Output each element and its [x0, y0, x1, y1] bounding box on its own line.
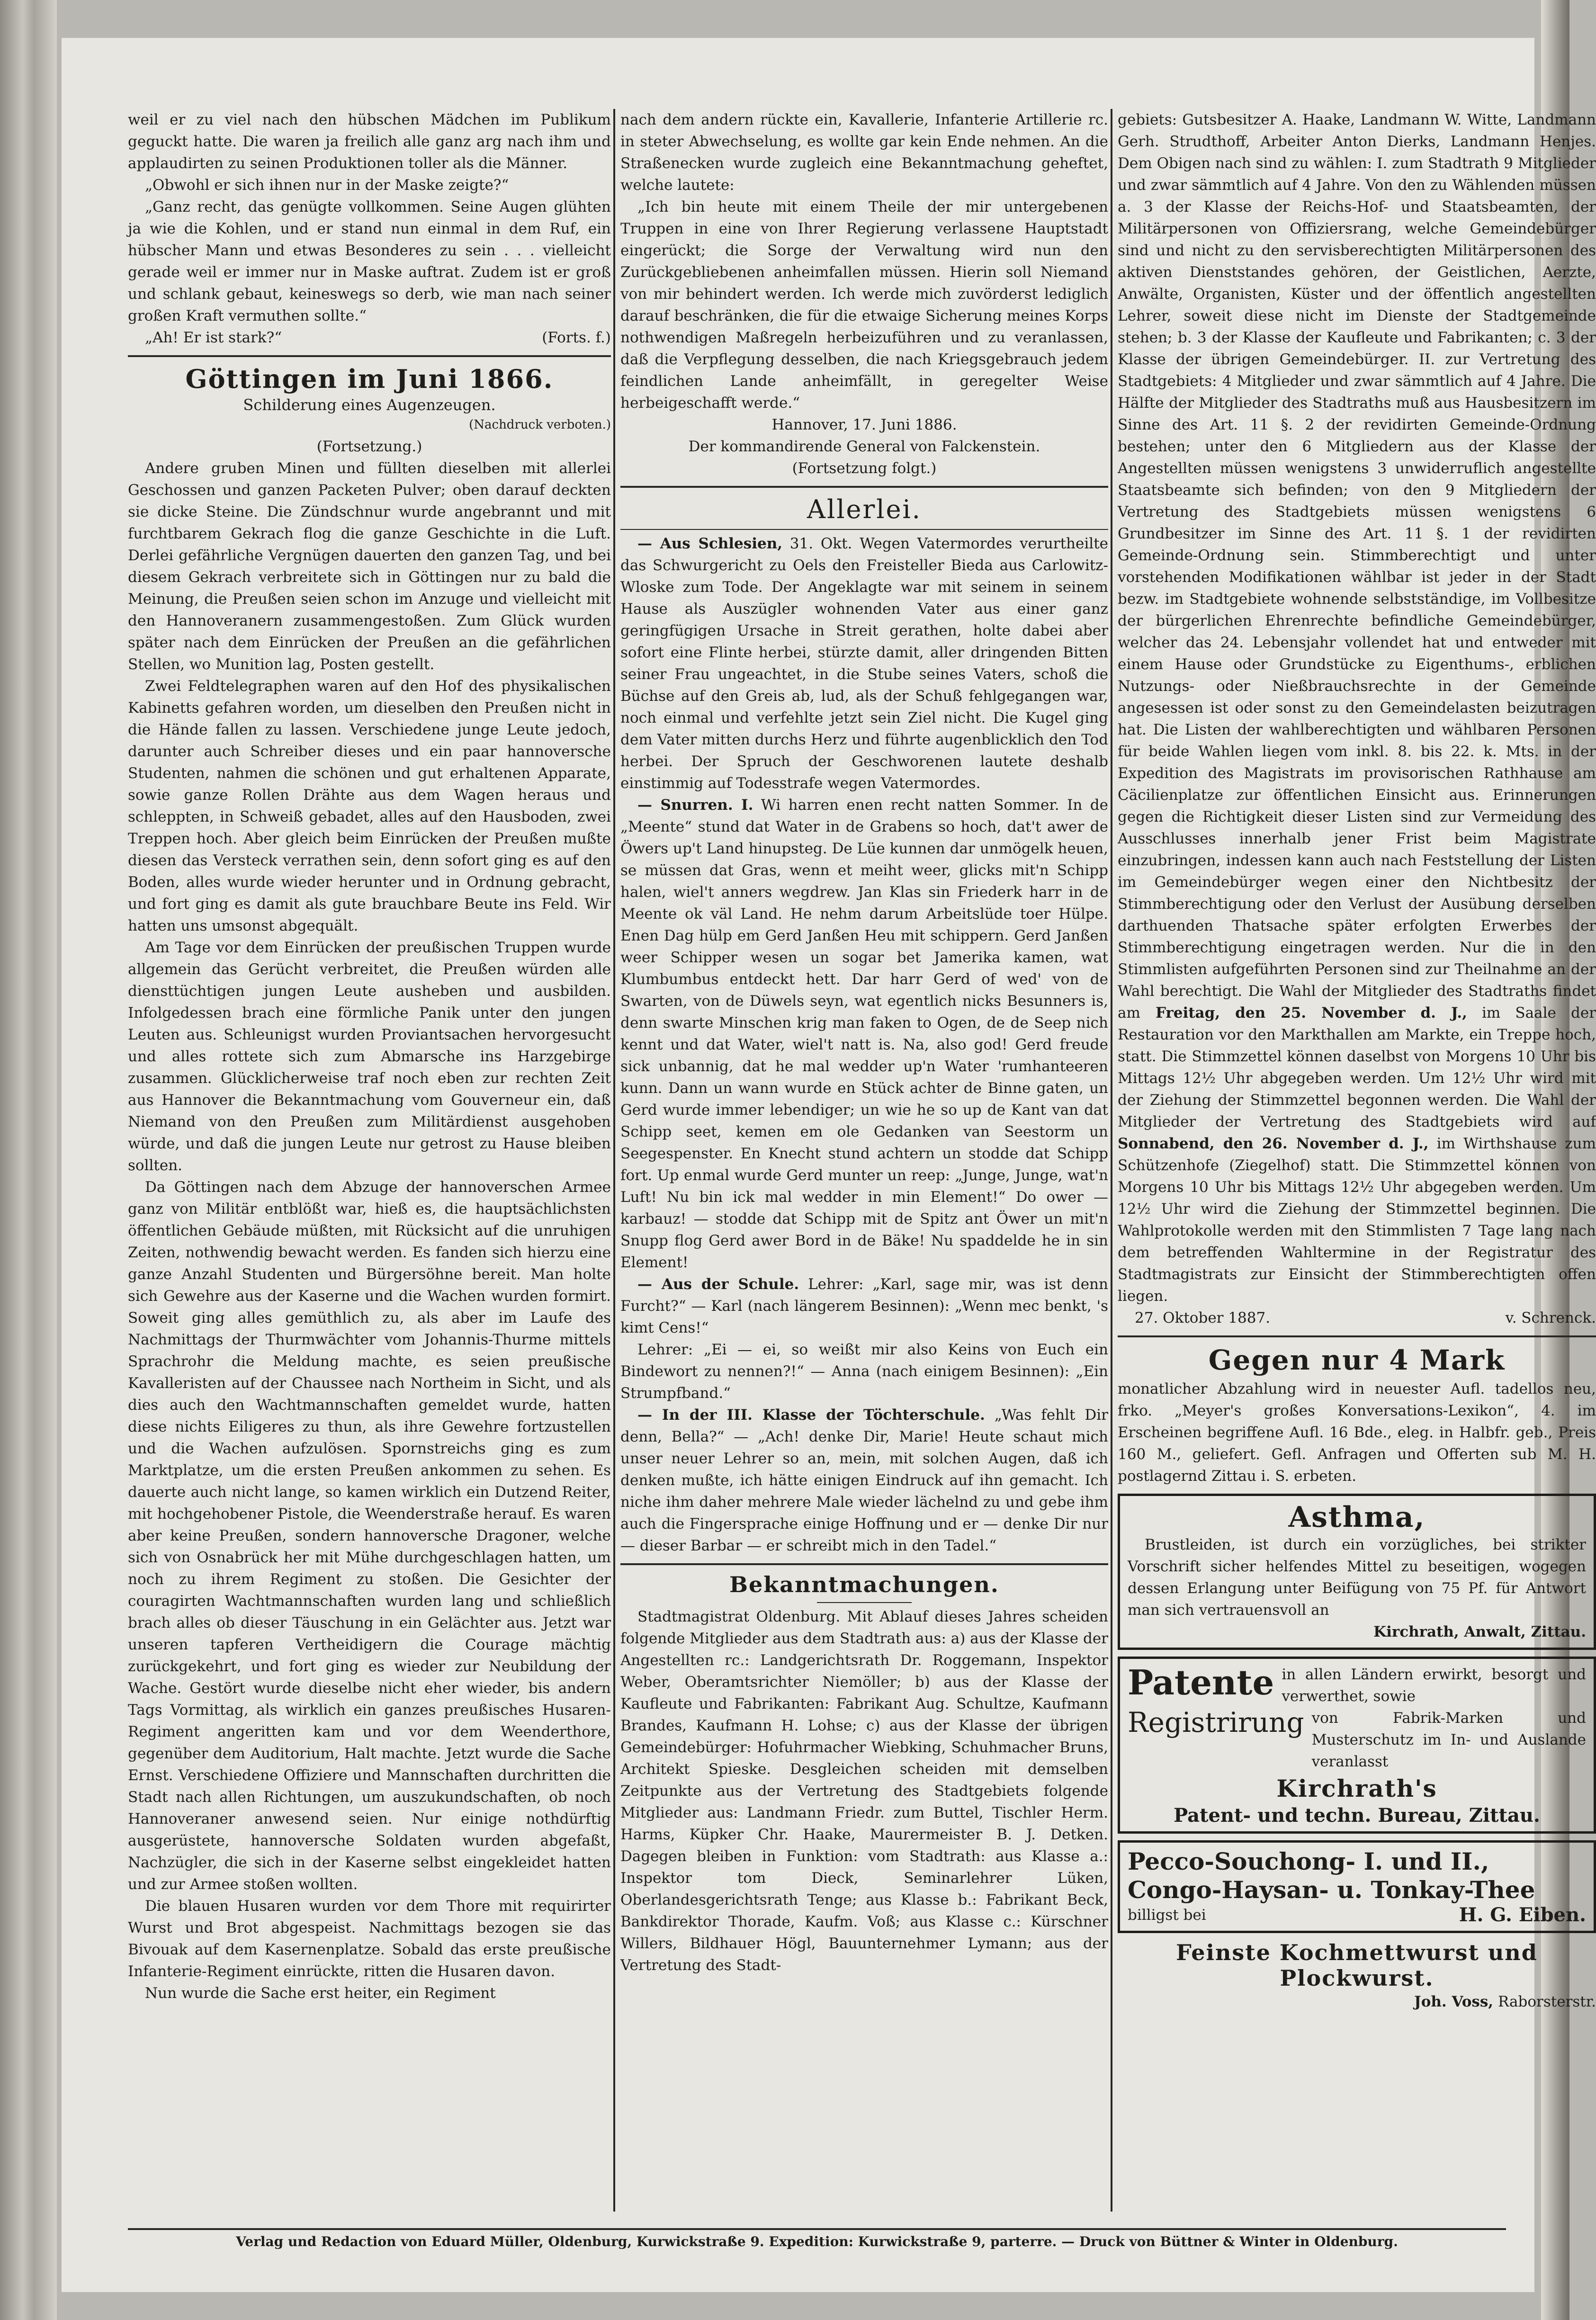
text-paragraph: Stadtmagistrat Oldenburg. Mit Ablauf dieses Jahres scheiden folgende Mitglieder aus dem Stadtrath aus: a) aus der Klasse der Angestellten rc.: Landgerichtsrath Dr. Roggemann, Inspektor Weber, Oberamtsrichter Niemöller; b) aus der Klasse der Kaufleute und Fabrikanten: Fabrikant Aug. Schultze, Kaufmann Brandes, Kaufmann H. Lohse; c) aus der Klasse der übrigen Gemeindebürger: Hofuhrmacher Wiebking, Schuhmacher Bruns, Architekt Spieske. Desgleichen scheiden mit demselben Zeitpunkte aus der Vertretung des Stadtgebiets folgende Mitglieder aus: Landmann Friedr. zum Buttel, Tischler Herm. Harms, Küpker Chr. Haake, Maurermeister B. J. Detken. Dagegen bleiben in Funktion: vom Stadtrath: aus Klasse a.: Inspektor tom Dieck, Seminarlehrer Lüken, Oberlandesgerichtsrath Tenge; aus Klasse b.: Fabrikant Beck, Bankdirektor Thorade, Kaufm. Voß; aus Klasse c.: Kürschner Willers, Bildhauer Högl, Bauunternehmer Lymann; aus der Vertretung des Stadt-: [620, 1608, 1108, 1974]
text-paragraph: „Ich bin heute mit einem Theile der mir untergebenen Truppen in eine von Ihrer Regierung verlassene Hauptstadt eingerückt; die Sorge der Verwaltung wird nun den Zurückgebliebenen anheimfallen müssen. Hierin soll Niemand von mir behindert werden. Ich werde mich zuvörderst lediglich darauf beschränken, die für die etwaige Sicherung meines Korps nothwendigen Maßregeln herbeizuführen und zu veranlassen, daß die Verpflegung desselben, die nach Kriegsgebrauch jedem feindlichen Lande anheimfällt, in geregelter Weise herbeigeschafft werde.“: [620, 198, 1108, 412]
continuation-note: (Fortsetzung folgt.): [792, 460, 937, 477]
text-paragraph: [128, 327, 611, 349]
section-heading: Bekanntmachungen.: [729, 1572, 999, 1597]
column-3: [1118, 109, 1596, 2216]
divider: [817, 1602, 912, 1603]
ad-text: in allen Ländern erwirkt, besorgt und verwerthet, sowie: [1282, 1666, 1586, 1705]
notice-text: gebiets: Gutsbesitzer A. Haake, Landmann W. Witte, Landmann Gerh. Strudthoff, Arbeiter Anton Dierks, Landmann Henjes. Dem Obigen nach sind zu wählen: I. zum Stadtrath 9 Mitglieder und zwar sämmtlich auf 4 Jahre. Von den zu Wählenden müssen a. 3 der Klasse der Reichs-Hof- und Staatsbeamten, der Militärpersonen von Offiziersrang, welche Gemeindebürger sind und nicht zu den servisberechtigten Militärpersonen des aktiven Dienststandes gehören, der Geistlichen, Aerzte, Anwälte, Organisten, Küster und der öffentlich angestellten Lehrer, soweit diese nicht im Dienste der Stadtgemeinde stehen; b. 3 der Klasse der Kaufleute und Fabrikanten; c. 3 der Klasse der übrigen Gemeindebürger. II. zur Vertretung des Stadtgebiets: 4 Mitglieder und zwar sämmtlich auf 4 Jahre. Die Hälfte der Mitglieder des Stadtraths muß aus Hausbesitzern im Sinne des Art. 11 §. 2 der revidirten Gemeinde-Ordnung bestehen; unter den 6 Mitgliedern aus der Klasse der Angestellten müssen wenigstens 3 unwiderruflich angestellte Staatsbeamte sich befinden; von den 9 Mitgliedern der Vertretung des Stadtgebiets müssen wenigstens 6 Grundbesitzer im Sinne des Art. 11 §. 1 der revidirten Gemeinde-Ordnung sein. Stimmberechtigt und unter vorstehenden Modifikationen wählbar ist jeder in der Stadt bezw. im Stadtgebiete wohnende selbstständige, im Vollbesitze der bürgerlichen Ehrenrechte befindliche Gemeindebürger, welcher das 24. Lebensjahr vollendet hat und entweder mit einem Hause oder Grundstücke zu Eigenthums-, erblichen Nutzungs- oder Nießbrauchsrechte in der Gemeinde angesessen ist oder sonst zu den Gemeindelasten beizutragen hat. Die Listen der wahlberechtigten und wählbaren Personen für beide Wahlen liegen vom inkl. 8. bis 22. k. Mts. in der Expedition des Magistrats im provisorischen Rathhause am Cäcilienplatze zur öffentlichen Einsicht aus. Erinnerungen gegen die Richtigkeit dieser Listen sind zur Vermeidung des Ausschlusses innerhalb jener Frist beim Magistrate einzubringen, indessen kann auch nach Feststellung der Listen im Gemeindebürger wegen einer den Nichtbesitz der Stimmberechtigung oder den Verlust der Ausübung derselben darthuenden Thatsache später erfolgten Erwerbes der Stimmberechtigung eingetragen werden. Nur die in den Stimmlisten aufgeführten Personen sind zur Theilnahme an der Wahl berechtigt. Die Wahl der Mitglieder des Stadtraths findet am: [1118, 111, 1596, 1021]
ad-text: billigst bei: [1128, 1907, 1206, 1924]
ad-text: Brustleiden, ist durch ein vorzügliches, bei strikter Vorschrift sicher helfendes Mittel zu beseitigen, wogegen dessen Erlangung unter Beifügung von 75 Pf. für Antwort man sich vertrauensvoll an: [1128, 1536, 1586, 1619]
notice-footer: [1118, 1307, 1596, 1329]
divider: [128, 355, 611, 357]
text-paragraph: Andere gruben Minen und füllten dieselben mit allerlei Geschossen und ganzen Packeten Pulver; oben darauf deckten sie dicke Steine. Die Zündschnur wurde angebrannt und mit furchtbarem Gekrach flog die ganze Geschichte in die Luft. Derlei gefährliche Vergnügen dauerten den ganzen Tag, und bei diesem Gekrach verbreitete sich in Göttingen nur zu bald die Meinung, die Preußen seien schon im Anzuge und vielleicht mit den Hannoveranern zusammengestoßen. Zum Glück wurden später nach dem Einrücken der Preußen an die gefährlichen Stellen, wo Munition lag, Posten gestellt.: [128, 460, 611, 673]
newspaper-page: [62, 38, 1596, 2292]
quote: „Ah! Er ist stark?“: [145, 329, 282, 346]
ad-subheading: Registrirung: [1128, 1706, 1304, 1738]
notice-date: Freitag, den 25. November d. J.,: [1140, 1004, 1467, 1021]
item-text: „Was fehlt Dir denn, Bella?“ — „Ach! denke Dir, Marie! Heute schaut mich unser neuer Lehrer so an, mein, mit solchen Augen, daß ich denken mußte, ich hätte einigen Eindruck auf ihn gemacht. Ich niche ihm daher mehrere Male wieder lächelnd zu und gebe ihm auch die Fingersprache einige Hoffnung und er — denke Dir nur — dieser Barbar — er schreibt mich in den Tadel.“: [620, 1406, 1109, 1554]
continuation-note: (Fortsetzung.): [316, 438, 422, 455]
text-paragraph: [1118, 109, 1596, 1307]
item-lead: — Snurren. I.: [637, 797, 753, 814]
ad-wurst: [1118, 1940, 1596, 2013]
ad-text: Raborsterstr.: [1497, 1993, 1596, 2010]
ad-patente: [1118, 1657, 1596, 1834]
ad-heading: Gegen nur 4 Mark: [1208, 1344, 1506, 1376]
ad-line: [1128, 1904, 1586, 1926]
article-heading: Göttingen im Juni 1866.: [185, 364, 554, 394]
text-paragraph: [620, 1404, 1108, 1557]
text-paragraph: Nun wurde die Sache erst heiter, ein Regiment: [145, 1985, 496, 2002]
text-paragraph: [620, 1273, 1108, 1339]
text-paragraph: [620, 794, 1108, 1273]
item-text: 31. Okt. Wegen Vatermordes verurtheilte das Schwurgericht zu Oels den Freisteller Bieda aus Carlowitz-Wloske zum Tode. Der Angeklagte war mit seinem in seinem Hause als Auszügler wohnenden Vater aus einer ganz geringfügigen Ursache in Streit gerathen, holte dabei aber sofort eine Flinte herbei, stürzte damit, aller dringenden Bitten seiner Frau ungeachtet, in die Stube seines Vaters, schoß die Büchse auf den Greis ab, lud, als der Schuß fehlgegangen war, noch einmal und verfehlte jetzt sein Ziel nicht. Die Kugel ging dem Vater mitten durchs Herz und führte augenblicklich den Tod herbei. Der Spruch der Geschworenen lautete deshalb einstimmig auf Todesstrafe wegen Vatermordes.: [620, 535, 1109, 792]
notice-date: Sonnabend, den 26. November d. J.,: [1118, 1135, 1429, 1152]
signature: v. Schrenck.: [1505, 1309, 1596, 1326]
ad-lexikon: [1118, 1344, 1596, 1487]
ad-firm: Kirchrath's: [1276, 1774, 1437, 1802]
text-paragraph: „Ganz recht, das genügte vollkommen. Seine Augen glühten ja wie die Kohlen, und er stand nun einmal in dem Ruf, ein hübscher Mann und etwas Besonderes zu sein . . . vielleicht gerade weil er immer nur in Maske auftrat. Zudem ist er groß und schlank gebaut, keineswegs so derb, wie man nach seiner großen Kraft vermuthen sollte.“: [128, 198, 611, 324]
ad-tea: [1118, 1840, 1596, 1933]
text-paragraph: Am Tage vor dem Einrücken der preußischen Truppen wurde allgemein das Gerücht verbreitet, die Preußen würden alle diensttüchtigen jungen Leute ausheben und ausbilden. Infolgedessen brach eine förmliche Panik unter den jungen Leuten aus. Schleunigst wurden Proviantsachen hervorgesucht und alles rottete sich zum Abmarsche ins Harzgebirge zusammen. Glücklicherweise traf noch eben zur rechten Zeit aus Hannover die Bekanntmachung vom Gouverneur ein, daß Niemand von den Preußen zum Militärdienst ausgehoben würde, und daß die jungen Leute nur getrost zu Hause bleiben sollten.: [128, 939, 611, 1174]
ad-line: Pecco-Souchong- I. und II.,: [1128, 1847, 1489, 1875]
column-2: [620, 109, 1108, 2216]
ad-text: Patent- und techn. Bureau, Zittau.: [1174, 1804, 1540, 1827]
divider: [620, 1563, 1108, 1565]
item-text: Lehrer: „Karl, sage mir, was ist denn Furcht?“ — Karl (nach längerem Besinnen): „Wenn mec benkt, 's kimt Cens!“: [620, 1276, 1108, 1336]
signature: Der kommandirende General von Falckenstein.: [688, 438, 1040, 455]
ad-text: von Fabrik-Marken und Musterschutz im In- und Auslande veranlasst: [1311, 1710, 1586, 1770]
text-paragraph: „Obwohl er sich ihnen nur in der Maske zeigte?“: [145, 177, 509, 194]
text-paragraph: [620, 533, 1108, 794]
column-1: [128, 109, 611, 2216]
text-paragraph: weil er zu viel nach den hübschen Mädchen im Publikum geguckt hatte. Die waren ja freilich alle ganz arg nach ihm und applaudirten zu seinen Produktionen toller als die Männer.: [128, 111, 611, 172]
ad-firm: Joh. Voss,: [1414, 1993, 1494, 2010]
column-rule: [613, 109, 615, 2212]
text-paragraph: nach dem andern rückte ein, Kavallerie, Infanterie Artillerie rc. in steter Abwechselung, es wollte gar kein Ende nehmen. An die Straßenecken wurde zugleich eine Bekanntmachung geheftet, welche lautete:: [620, 111, 1108, 194]
ad-line: Congo-Haysan- u. Tonkay-Thee: [1128, 1876, 1535, 1904]
text-paragraph: Die blauen Husaren wurden vor dem Thore mit requirirter Wurst und Brot abgespeist. Nachmittags bezogen sie das Bivouak auf dem Kasernenplatze. Sobald das erste preußische Infanterie-Regiment einrückte, ritten die Husaren davon.: [128, 1898, 611, 1980]
notice-text: im Wirthshause zum Schützenhofe (Ziegelhof) statt. Die Stimmzettel können von Morgens 10 Uhr bis Mittags 12½ Uhr abgegeben werden. Um 12½ Uhr wird die Ziehung der Stimmzettel beginnen. Die Wahlprotokolle werden mit den Stimmlisten 7 Tage lang nach dem betreffenden Wahltermine in der Registratur des Stadtmagistrats zur Einsicht der Stimmberechtigten offen liegen.: [1118, 1135, 1596, 1305]
imprint-footer: Verlag und Redaction von Eduard Müller, Oldenburg, Kurwickstraße 9. Expedition: Kurwickstraße 9, parterre. — Druck von Büttner & Winter in Oldenburg.: [128, 2228, 1506, 2249]
item-lead: — Aus der Schule.: [637, 1276, 799, 1293]
item-lead: — Aus Schlesien,: [637, 535, 783, 552]
notice-text: im Saale der Restauration vor den Markthallen am Markte, ein Treppe hoch, statt. Die Stimmzettel können daselbst von Morgens 10 Uhr bis Mittags 12½ Uhr abgegeben werden. Um 12½ Uhr wird mit der Ziehung der Stimmzettel begonnen werden. Die Wahl der Mitglieder der Vertretung des Stadtgebiets wird auf: [1118, 1004, 1596, 1130]
ad-asthma: [1118, 1494, 1596, 1650]
item-lead: — In der III. Klasse der Töchterschule.: [637, 1406, 985, 1424]
ad-signature: Kirchrath, Anwalt, Zittau.: [1373, 1623, 1586, 1640]
ad-firm: H. G. Eiben.: [1459, 1904, 1586, 1926]
ad-heading: Patente: [1128, 1662, 1274, 1702]
dateline: Hannover, 17. Juni 1886.: [771, 416, 957, 433]
section-heading: Allerlei.: [807, 494, 922, 524]
continued-note: (Forts. f.): [542, 329, 611, 346]
ad-heading: Asthma,: [1288, 1501, 1426, 1534]
text-paragraph: Zwei Feldtelegraphen waren auf den Hof des physikalischen Kabinetts gefahren worden, um dieselben den Preußen nicht in die Hände fallen zu lassen. Verschiedene junge Leute jedoch, darunter auch Schreiber dieses und ein paar hannoversche Studenten, nahmen die schönen und gut erhaltenen Apparate, sowie ganze Rollen Drähte aus dem Wagen heraus und schleppten, in Schweiß gebadet, alles auf den Hausboden, zwei Treppen hoch. Aber gleich beim Einrücken der Preußen mußte diesen das Versteck verrathen sein, denn sofort ging es auf den Boden, alles wurde wieder herunter und in Ordnung gebracht, und fort ging es damit als gute brauchbare Beute ins Feld. Wir hatten uns umsonst abgequält.: [128, 678, 611, 934]
ad-row: [1128, 1707, 1586, 1773]
text-paragraph: Lehrer: „Ei — ei, so weißt mir also Keins von Euch ein Bindewort zu nennen?!“ — Anna (nach einigem Besinnen): „Ein Strumpfband.“: [620, 1341, 1108, 1402]
article-subheading: Schilderung eines Augenzeugen.: [243, 396, 496, 414]
book-edge-left: [0, 0, 57, 2320]
ad-row: [1128, 1664, 1586, 1707]
ad-text: monatlicher Abzahlung wird in neuester Aufl. tadellos neu, frko. „Meyer's großes Konversations-Lexikon“, 4. im Erscheinen begriffene Aufl. 16 Bde., eleg. in Halbfr. geb., Preis 160 M., geliefert. Gefl. Anfragen und Offerten sub M. H. postlagernd Zittau i. S. erbeten.: [1118, 1380, 1596, 1485]
ad-line: [1118, 1991, 1596, 2013]
divider: [1118, 1335, 1596, 1337]
divider: [620, 486, 1108, 488]
notice-date: 27. Oktober 1887.: [1135, 1309, 1271, 1326]
column-rule: [1111, 109, 1112, 2212]
ad-heading: Feinste Kochmettwurst und: [1176, 1940, 1538, 1965]
reprint-note: (Nachdruck verboten.): [469, 418, 611, 432]
divider: [620, 529, 1108, 530]
text-paragraph: Da Göttingen nach dem Abzuge der hannoverschen Armee ganz von Militär entblößt war, hieß es, die hauptsächlichsten öffentlichen Gebäude müßten, mit Rücksicht auf die unruhigen Zeiten, nothwendig bewacht werden. Es fanden sich hierzu eine ganze Anzahl Studenten und Bürgersöhne bereit. Man holte sich Gewehre aus der Kaserne und die Wachen wurden formirt. Soweit ging alles gemüthlich zu, als aber im Laufe des Nachmittags der Thurmwächter vom Johannis-Thurme mittels Sprachrohr die Meldung machte, es seien preußische Kavalleristen auf der Chaussee nach Northeim in Sicht, und als dies auch den Wachtmannschaften gemeldet wurde, hatten diese nichts Eiligeres zu thun, als ihre Gewehre fortzustellen und die Wachen aufzulösen. Spornstreichs ging es zum Marktplatze, um die ersten Preußen ankommen zu sehen. Es dauerte auch nicht lange, so kamen wirklich ein Dutzend Reiter, mit hochgehobener Pistole, die Weenderstraße herauf. Es waren aber keine Preußen, sondern hannoversche Dragoner, welche sich von Osnabrück her mit Mühe durchgeschlagen hatten, um noch zu ihrem Regiment zu stoßen. Die Gesichter der couragirten Wachtmannschaften wurden lang und schließlich brach alles ob dieser Täuschung in ein Gelächter aus. Jetzt war unseren tapferen Vertheidigern die Courage mächtig zurückgekehrt, und fort ging es wieder zur Neubildung der Wache. Gestört wurde dieselbe nicht eher wieder, bis andern Tags Vormittag, als wirklich ein ganzes preußisches Husaren-Regiment angeritten kam und vor dem Weenderthore, gegenüber dem Auditorium, Halt machte. Jetzt wurde die Sache Ernst. Verschiedene Offiziere und Mannschaften durchritten die Stadt nach allen Richtungen, um auszukundschaften, ob noch Hannoveraner anwesend seien. Nur einige nothdürftig ausgerüstete, hannoversche Soldaten wurden abgefaßt, Nachzügler, die sich in der Kaserne selbst eingekleidet hatten und zur Armee stoßen wollten.: [128, 1179, 611, 1893]
item-text: Wi harren enen recht natten Sommer. In de „Meente“ stund dat Water in de Grabens so hoch, dat't awer de Öwers up't Land hinupsteg. De Lüe kunnen dar unmögelk heuen, se müssen dat Gras, wenn et meiht weer, glicks mit'n Schipp halen, wiel't anners wegdrew. Jan Klas sin Friederk harr in de Meente ok väl Land. He nehm darum Arbeitslüde toer Hülpe. Enen Dag hülp em Gerd Janßen Heu mit schippern. Gerd Janßen weer Schipper wesen un sogar bet Jamerika kamen, wat Klumbumbus entdeckt hett. Dar harr Gerd of wed' von de Swarten, von de Düwels seyn, wat egentlich nicks Besunners is, denn swarte Minschen krig man faken to Ogen, de de Seep nich kennt und dat Water, wiel't natt is. Na, also god! Gerd freude sick unbannig, dat he mal wedder up'n Water 'rumhanteeren kunn. Dann un wann wurde en Stück achter de Binne gaten, un Gerd wurde immer lebendiger; un wie he so up de Kant van dat Schipp seet, kemen em ole Gedanken van Seestorm un Seegespenster. En Knecht stund achtern un stodde dat Schipp fort. Up enmal wurde Gerd munter un reep: „Junge, Junge, wat'n Luft! Nu bin ick mal wedder in min Element!“ Do ower — karbauz! — stodde dat Schipp mit de Spitz ant Öwer un mit'n Snupp flog Gerd awer Bord in de Bäke! Nu spaddelde he in sin Element!: [620, 797, 1108, 1271]
ad-heading: Plockwurst.: [1280, 1965, 1434, 1991]
